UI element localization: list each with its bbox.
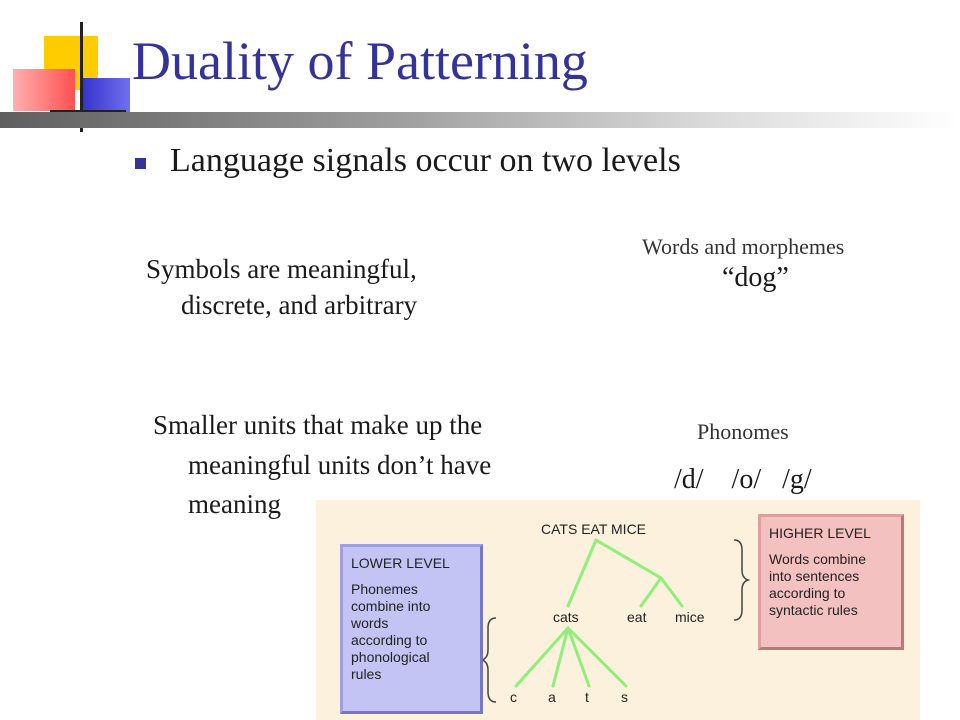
- node-letter-t: t: [585, 689, 589, 705]
- lower-level-text: [351, 581, 430, 683]
- lower-level-heading: LOWER LEVEL: [351, 555, 450, 571]
- lower-level-line: phonological: [351, 649, 430, 665]
- smaller-units-line-2: meaningful units don’t have: [188, 450, 492, 480]
- lower-level-line: Phonemes: [351, 581, 418, 597]
- title-underline: [0, 112, 960, 128]
- duality-diagram: [316, 500, 920, 720]
- higher-level-line: according to: [769, 585, 846, 601]
- bullet-item: [135, 142, 681, 180]
- square-bullet-icon: [135, 158, 146, 169]
- smaller-units-line-1: Smaller units that make up the: [153, 410, 483, 440]
- phonomes-label: Phonomes: [697, 419, 789, 444]
- slide-title: Duality of Patterning: [132, 31, 588, 91]
- higher-level-heading: HIGHER LEVEL: [769, 525, 871, 541]
- node-mice: mice: [675, 609, 705, 625]
- higher-level-text: [769, 551, 866, 619]
- higher-level-box: [758, 514, 904, 650]
- higher-level-line: Words combine: [769, 551, 867, 567]
- node-letter-c: c: [510, 689, 517, 705]
- node-cats: cats: [553, 609, 579, 625]
- words-morphemes-label: Words and morphemes: [642, 234, 845, 259]
- symbols-line-1: Symbols are meaningful,: [146, 254, 417, 284]
- node-letter-a: a: [548, 689, 556, 705]
- dog-example: “dog”: [722, 262, 789, 293]
- node-letter-s: s: [621, 689, 628, 705]
- lower-level-line: combine into: [351, 598, 431, 614]
- edge-root-vp: [596, 540, 661, 578]
- edge-vp-mice: [661, 578, 682, 606]
- edge-root-cats: [568, 540, 596, 606]
- lower-level-box: [340, 544, 483, 714]
- edge-cats-s: [568, 628, 626, 686]
- red-square: [13, 69, 75, 111]
- lower-level-line: according to: [351, 632, 428, 648]
- lower-level-line: rules: [351, 666, 382, 682]
- node-eat: eat: [627, 609, 647, 625]
- phoneme-examples: /d/ /o/ /g/: [674, 464, 812, 495]
- node-cats-eat-mice: CATS EAT MICE: [541, 521, 647, 537]
- upper-brace: [734, 540, 748, 620]
- higher-level-line: into sentences: [769, 568, 860, 584]
- smaller-units-line-3: meaning: [188, 489, 281, 519]
- edge-vp-eat: [641, 578, 661, 606]
- symbols-line-2: discrete, and arbitrary: [181, 290, 418, 320]
- bullet-text: Language signals occur on two levels: [170, 142, 681, 179]
- higher-level-line: syntactic rules: [769, 602, 858, 618]
- lower-brace: [482, 618, 496, 702]
- lower-level-line: words: [351, 615, 389, 631]
